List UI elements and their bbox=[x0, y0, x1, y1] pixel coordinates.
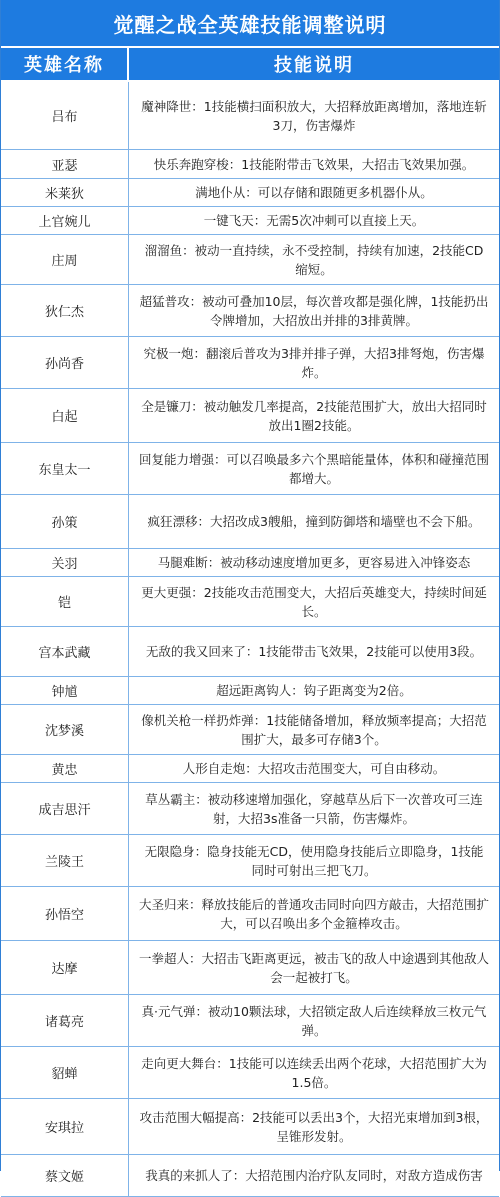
table-row bbox=[1, 705, 499, 755]
hero-name-cell: 庄周 bbox=[1, 235, 129, 284]
hero-name-cell: 达摩 bbox=[1, 941, 129, 994]
hero-name-cell: 诸葛亮 bbox=[1, 995, 129, 1046]
table-row bbox=[1, 150, 499, 179]
skill-description-cell: 马腿难断：被动移动速度增加更多，更容易进入冲锋姿态 bbox=[157, 555, 471, 570]
hero-name-cell: 安琪拉 bbox=[1, 1099, 129, 1154]
table-row bbox=[1, 495, 499, 549]
table-row bbox=[1, 549, 499, 577]
table-row bbox=[1, 677, 499, 705]
skill-description-cell: 全是镰刀：被动触发几率提高，2技能范围扩大，放出大招同时放出1圈2技能。 bbox=[141, 398, 487, 433]
hero-name-cell: 孙尚香 bbox=[1, 337, 129, 388]
skill-description-cell: 快乐奔跑穿梭：1技能附带击飞效果，大招击飞效果加强。 bbox=[153, 156, 475, 172]
column-header-skill-description: 技能说明 bbox=[129, 48, 499, 80]
hero-name-cell: 孙策 bbox=[1, 495, 129, 548]
skill-description-cell: 疯狂漂移：大招改成3艘船，撞到防御塔和墙壁也不会下船。 bbox=[147, 514, 481, 529]
skill-description-cell: 无限隐身：隐身技能无CD，使用隐身技能后立即隐身，1技能同时可射出三把飞刀。 bbox=[144, 843, 484, 878]
skill-description-cell: 满地仆从：可以存储和跟随更多机器仆从。 bbox=[195, 185, 433, 200]
skill-description-cell: 大圣归来：释放技能后的普通攻击同时向四方敲击，大招范围扩大，可以召唤出多个金箍棒攻击。 bbox=[139, 896, 490, 931]
hero-name-cell: 铠 bbox=[1, 577, 129, 626]
document-title: 觉醒之战全英雄技能调整说明 bbox=[1, 0, 499, 48]
hero-name-cell: 上官婉儿 bbox=[1, 207, 129, 234]
table-row bbox=[1, 443, 499, 495]
table-row bbox=[1, 755, 499, 783]
table-row bbox=[1, 179, 499, 207]
table-row bbox=[1, 337, 499, 389]
hero-name-cell: 沈梦溪 bbox=[1, 705, 129, 754]
skill-description-cell: 真·元气弹：被动10颗法球，大招锁定敌人后连续释放三枚元气弹。 bbox=[141, 1003, 487, 1038]
skill-description-cell: 溜溜鱼：被动一直持续，永不受控制，持续有加速，2技能CD缩短。 bbox=[144, 242, 484, 277]
skill-description-cell: 超远距离钩人：钩子距离变为2倍。 bbox=[216, 683, 412, 698]
table-row bbox=[1, 207, 499, 235]
skill-description-cell: 更大更强：2技能攻击范围变大，大招后英雄变大，持续时间延长。 bbox=[141, 584, 487, 619]
hero-name-cell: 米莱狄 bbox=[1, 179, 129, 206]
hero-name-cell: 吕布 bbox=[1, 82, 129, 149]
hero-name-cell: 亚瑟 bbox=[1, 150, 129, 178]
skill-description-cell: 究极一炮：翻滚后普攻为3排并排子弹，大招3排弩炮，伤害爆炸。 bbox=[143, 345, 485, 380]
column-header-hero-name: 英雄名称 bbox=[1, 48, 129, 80]
hero-name-cell: 关羽 bbox=[1, 549, 129, 576]
hero-name-cell: 成吉思汗 bbox=[1, 783, 129, 834]
skill-description-cell: 人形自走炮：大招攻击范围变大，可自由移动。 bbox=[182, 761, 446, 776]
table-row bbox=[1, 1099, 499, 1155]
hero-name-cell: 东皇太一 bbox=[1, 443, 129, 494]
skill-description-cell: 攻击范围大幅提高：2技能可以丢出3个，大招光束增加到3根，呈锥形发射。 bbox=[139, 1109, 489, 1144]
hero-name-cell: 黄忠 bbox=[1, 755, 129, 782]
table-row bbox=[1, 235, 499, 285]
hero-name-cell: 兰陵王 bbox=[1, 835, 129, 886]
hero-name-cell: 钟馗 bbox=[1, 677, 129, 704]
table-row bbox=[1, 783, 499, 835]
table-row bbox=[1, 82, 499, 150]
table-row bbox=[1, 627, 499, 677]
table-row bbox=[1, 1155, 499, 1197]
hero-name-cell: 白起 bbox=[1, 389, 129, 442]
table-row bbox=[1, 1047, 499, 1099]
skill-description-cell: 草丛霸主：被动移速增加强化，穿越草丛后下一次普攻可三连射，大招3s准备一只箭，伤害爆炸。 bbox=[145, 791, 483, 826]
table-row bbox=[1, 389, 499, 443]
hero-name-cell: 宫本武藏 bbox=[1, 627, 129, 676]
table-row bbox=[1, 941, 499, 995]
hero-name-cell: 貂蝉 bbox=[1, 1047, 129, 1098]
hero-name-cell: 狄仁杰 bbox=[1, 285, 129, 336]
skill-description-cell: 我真的来抓人了：大招范围内治疗队友同时，对敌方造成伤害 bbox=[145, 1168, 483, 1183]
table-row bbox=[1, 887, 499, 941]
hero-table-body bbox=[1, 82, 499, 1197]
hero-name-cell: 蔡文姬 bbox=[1, 1155, 129, 1196]
hero-name-cell: 孙悟空 bbox=[1, 887, 129, 940]
skill-description-cell: 超猛普攻：被动可叠加10层，每次普攻都是强化牌，1技能扔出令牌增加，大招放出并排的3排黄牌。 bbox=[139, 293, 489, 328]
skill-description-cell: 回复能力增强：可以召唤最多六个黑暗能量体，体积和碰撞范围都增大。 bbox=[139, 451, 490, 486]
skill-description-cell: 无敌的我又回来了：1技能带击飞效果，2技能可以使用3段。 bbox=[145, 644, 483, 659]
skill-description-cell: 像机关枪一样扔炸弹：1技能储备增加，释放频率提高；大招范围扩大，最多可存储3个。 bbox=[141, 712, 487, 747]
skill-description-cell: 走向更大舞台：1技能可以连续丢出两个花球，大招范围扩大为1.5倍。 bbox=[141, 1055, 487, 1090]
table-row bbox=[1, 835, 499, 887]
table-row bbox=[1, 285, 499, 337]
table-row bbox=[1, 577, 499, 627]
table-header bbox=[1, 48, 499, 82]
skill-description-cell: 一键飞天：无需5次冲刺可以直接上天。 bbox=[203, 213, 425, 228]
table-row bbox=[1, 995, 499, 1047]
skill-description-cell: 一拳超人：大招击飞距离更远，被击飞的敌人中途遇到其他敌人会一起被打飞。 bbox=[139, 950, 490, 985]
skill-description-cell: 魔神降世：1技能横扫面积放大，大招释放距离增加，落地连斩3刀，伤害爆炸 bbox=[141, 98, 487, 133]
